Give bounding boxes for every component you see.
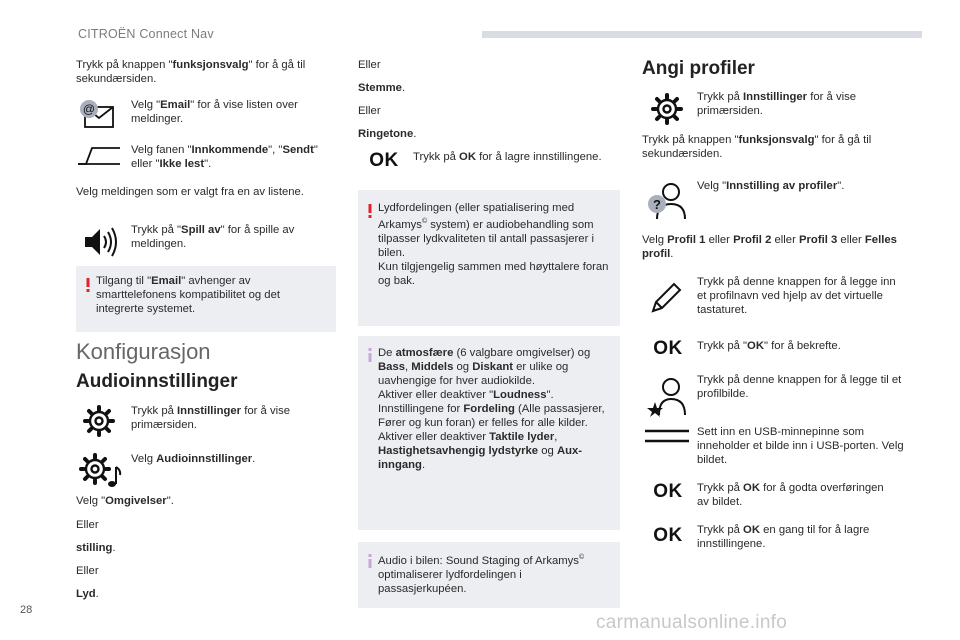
text-select-email: Velg "Email" for å vise listen over meldinger. <box>131 99 298 125</box>
speaker-icon <box>80 222 120 262</box>
warning-box-email <box>76 266 336 332</box>
svg-text:@: @ <box>82 102 96 116</box>
text-eller-1: Eller <box>76 519 99 531</box>
heading-angi-profiler: Angi profiler <box>642 58 755 79</box>
text-stemme: Stemme. <box>358 82 406 94</box>
info-text-atmosphere: De atmosfære (6 valgbare omgivelser) og Bass, Middels og Diskant er ulike og uavhengige for hver audiokilde. Aktiver eller deaktiver "Loudness". Innstillingene for Fordeling (Alle passasjerer, Fører og kun foran) er felles for alle kilder. Aktiver eller deaktiver Taktile lyder, Hastighetsavhengig lydstyrke og Aux-inngang. <box>378 347 605 471</box>
header-bar <box>482 31 922 38</box>
text-ok-save-again: Trykk på OK en gang til for å lagre innstillingene. <box>697 524 870 550</box>
info-text-sound-staging: Audio i bilen: Sound Staging of Arkamys© optimaliserer lydfordelingen i passasjerkupéen. <box>378 554 585 595</box>
text-insert-usb: Sett inn en USB-minnepinne som inneholder et bilde inn i USB-porten. Velg bildet. <box>697 426 904 466</box>
tab-icon <box>76 142 122 170</box>
ok-icon: OK <box>653 525 683 546</box>
text-lyd: Lyd. <box>76 588 99 600</box>
warning-text-email: Tilgang til "Email" avhenger av smarttelefonens kompatibilitet og det integrerte systemet. <box>96 275 280 315</box>
warning-icon <box>368 204 372 223</box>
heading-konfigurasjon: Konfigurasjon <box>76 339 211 364</box>
profile-star-icon <box>644 374 690 418</box>
gear-icon <box>648 90 686 128</box>
text-stilling: stilling. <box>76 542 116 554</box>
text-eller-2: Eller <box>76 565 99 577</box>
page-header-title: CITROËN Connect Nav <box>78 27 214 41</box>
email-icon <box>78 98 118 132</box>
text-enter-profile-name: Trykk på denne knappen for å legge inn et profilnavn ved hjelp av det virtuelle tastaturet. <box>697 276 896 316</box>
page-number: 28 <box>20 604 33 616</box>
text-c3-open-settings: Trykk på Innstillinger for å vise primærsiden. <box>697 91 857 117</box>
warning-box-distribution <box>358 190 620 326</box>
text-ok-save: Trykk på OK for å lagre innstillingene. <box>413 151 602 163</box>
heading-audioinnstillinger: Audioinnstillinger <box>76 371 238 392</box>
text-ok-confirm: Trykk på "OK" for å bekrefte. <box>697 340 841 352</box>
svg-text:?: ? <box>653 197 661 212</box>
text-ok-accept-transfer: Trykk på OK for å godta overføringen av bildet. <box>697 482 884 508</box>
info-icon <box>368 348 372 367</box>
text-c2-eller-1: Eller <box>358 59 381 71</box>
text-select-tab: Velg fanen "Innkommende", "Sendt" eller "Ikke lest". <box>131 144 318 170</box>
audio-settings-icon <box>78 450 124 490</box>
paragraph-c3-function-select: Trykk på knappen "funksjonsvalg" for å gå til sekundærsiden. <box>642 134 872 160</box>
text-select-profile-settings: Velg "Innstilling av profiler". <box>697 180 845 192</box>
ok-icon: OK <box>653 481 683 502</box>
text-select-message: Velg meldingen som er valgt fra en av listene. <box>76 186 304 198</box>
text-select-omgivelser: Velg "Omgivelser". <box>76 495 174 507</box>
watermark: carmanualsonline.info <box>596 612 788 633</box>
warning-icon <box>86 278 90 297</box>
gear-icon <box>80 402 118 440</box>
text-c2-eller-2: Eller <box>358 105 381 117</box>
text-play: Trykk på "Spill av" for å spille av meldingen. <box>131 224 295 250</box>
paragraph-function-select: Trykk på knappen "funksjonsvalg" for å gå til sekundærsiden. <box>76 59 306 85</box>
ok-icon: OK <box>369 150 399 171</box>
info-box-atmosphere <box>358 336 620 530</box>
pencil-icon <box>646 278 686 318</box>
ok-icon: OK <box>653 338 683 359</box>
info-icon <box>368 554 372 573</box>
info-box-sound-staging <box>358 542 620 608</box>
usb-icon <box>643 426 691 446</box>
text-select-profile: Velg Profil 1 eller Profil 2 eller Profil 3 eller Felles profil. <box>642 234 897 260</box>
profile-icon <box>644 178 690 222</box>
text-add-profile-picture: Trykk på denne knappen for å legge til et profilbilde. <box>697 374 902 400</box>
text-ringetone: Ringetone. <box>358 128 417 140</box>
warning-text-distribution: Lydfordelingen (eller spatialisering med Arkamys© system) er audiobehandling som tilpasser lydkvaliteten til antall passasjerer i bilen. Kun tilgjengelig sammen med høyttalere foran og bak. <box>378 202 609 287</box>
text-open-settings: Trykk på Innstillinger for å vise primærsiden. <box>131 405 291 431</box>
text-select-audio-settings: Velg Audioinnstillinger. <box>131 453 256 465</box>
